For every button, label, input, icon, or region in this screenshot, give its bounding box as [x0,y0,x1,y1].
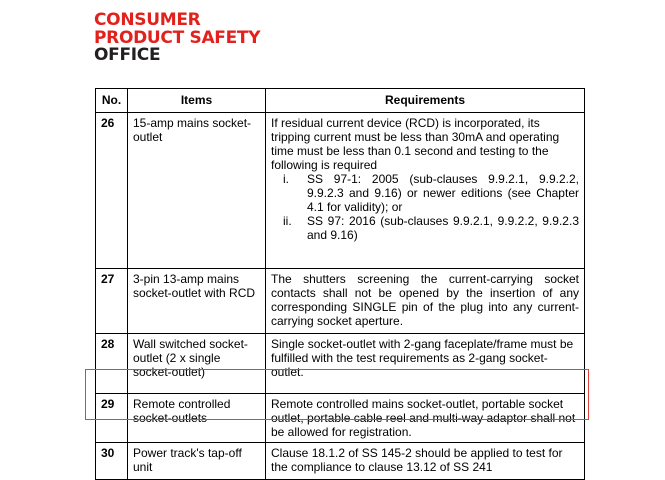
row-item: Wall switched socket-outlet (2 x single socket-outlet) [128,334,266,394]
table-row [96,334,585,394]
row-requirement: The shutters screening the current-carrying socket contacts shall not be opened by the insertion of any corresponding SINGLE pin of the plug into any current-carrying socket aperture. [266,269,585,334]
sub-clause-item [271,214,579,242]
logo [94,12,260,65]
table-row [96,113,585,269]
row-requirement: Clause 18.1.2 of SS 145-2 should be applied to test for the compliance to clause 13.12 of SS 241 [266,443,585,480]
header-items: Items [128,89,266,113]
row-number: 29 [96,394,128,443]
table-row [96,394,585,443]
row-number: 26 [96,113,128,269]
requirements-table [95,88,585,480]
row-item: 3-pin 13-amp mains socket-outlet with RCD [128,269,266,334]
row-item: Power track's tap-off unit [128,443,266,480]
logo-line-office: OFFICE [94,45,161,65]
row-item: Remote controlled socket-outlets [128,394,266,443]
sub-clause-list [271,172,579,242]
table-row [96,443,585,480]
sub-clause-text: SS 97: 2016 (sub-clauses 9.9.2.1, 9.9.2.2, 9.9.2.3 and 9.16) [307,214,579,242]
row-item: 15-amp mains socket-outlet [128,113,266,269]
header-requirements: Requirements [266,89,585,113]
sub-clause-item [271,172,579,214]
row-requirement [266,113,585,269]
row-number: 30 [96,443,128,480]
table-row [96,269,585,334]
sub-clause-text: SS 97-1: 2005 (sub-clauses 9.9.2.1, 9.9.2.2, 9.9.2.3 and 9.16) or newer editions (see Chapter 4.1 for validity); or [307,172,579,214]
logo-line-product-safety: PRODUCT SAFETY [94,27,261,48]
requirement-text: If residual current device (RCD) is incorporated, its tripping current must be less than 30mA and operating time must be less than 0.1 second and testing to the following is required [271,116,560,172]
row-number: 27 [96,269,128,334]
row-requirement: Remote controlled mains socket-outlet, portable socket outlet, portable cable reel and multi-way adaptor shall not be allowed for registration. [266,394,585,443]
row-requirement: Single socket-outlet with 2-gang faceplate/frame must be fulfilled with the test requirements as 2-gang socket-outlet. [266,334,585,394]
row-number: 28 [96,334,128,394]
header-no: No. [96,89,128,113]
logo-line-consumer: CONSUMER [94,10,201,30]
table-header-row [96,89,585,113]
sub-clause-marker: ii. [283,214,292,228]
sub-clause-marker: i. [283,172,289,186]
